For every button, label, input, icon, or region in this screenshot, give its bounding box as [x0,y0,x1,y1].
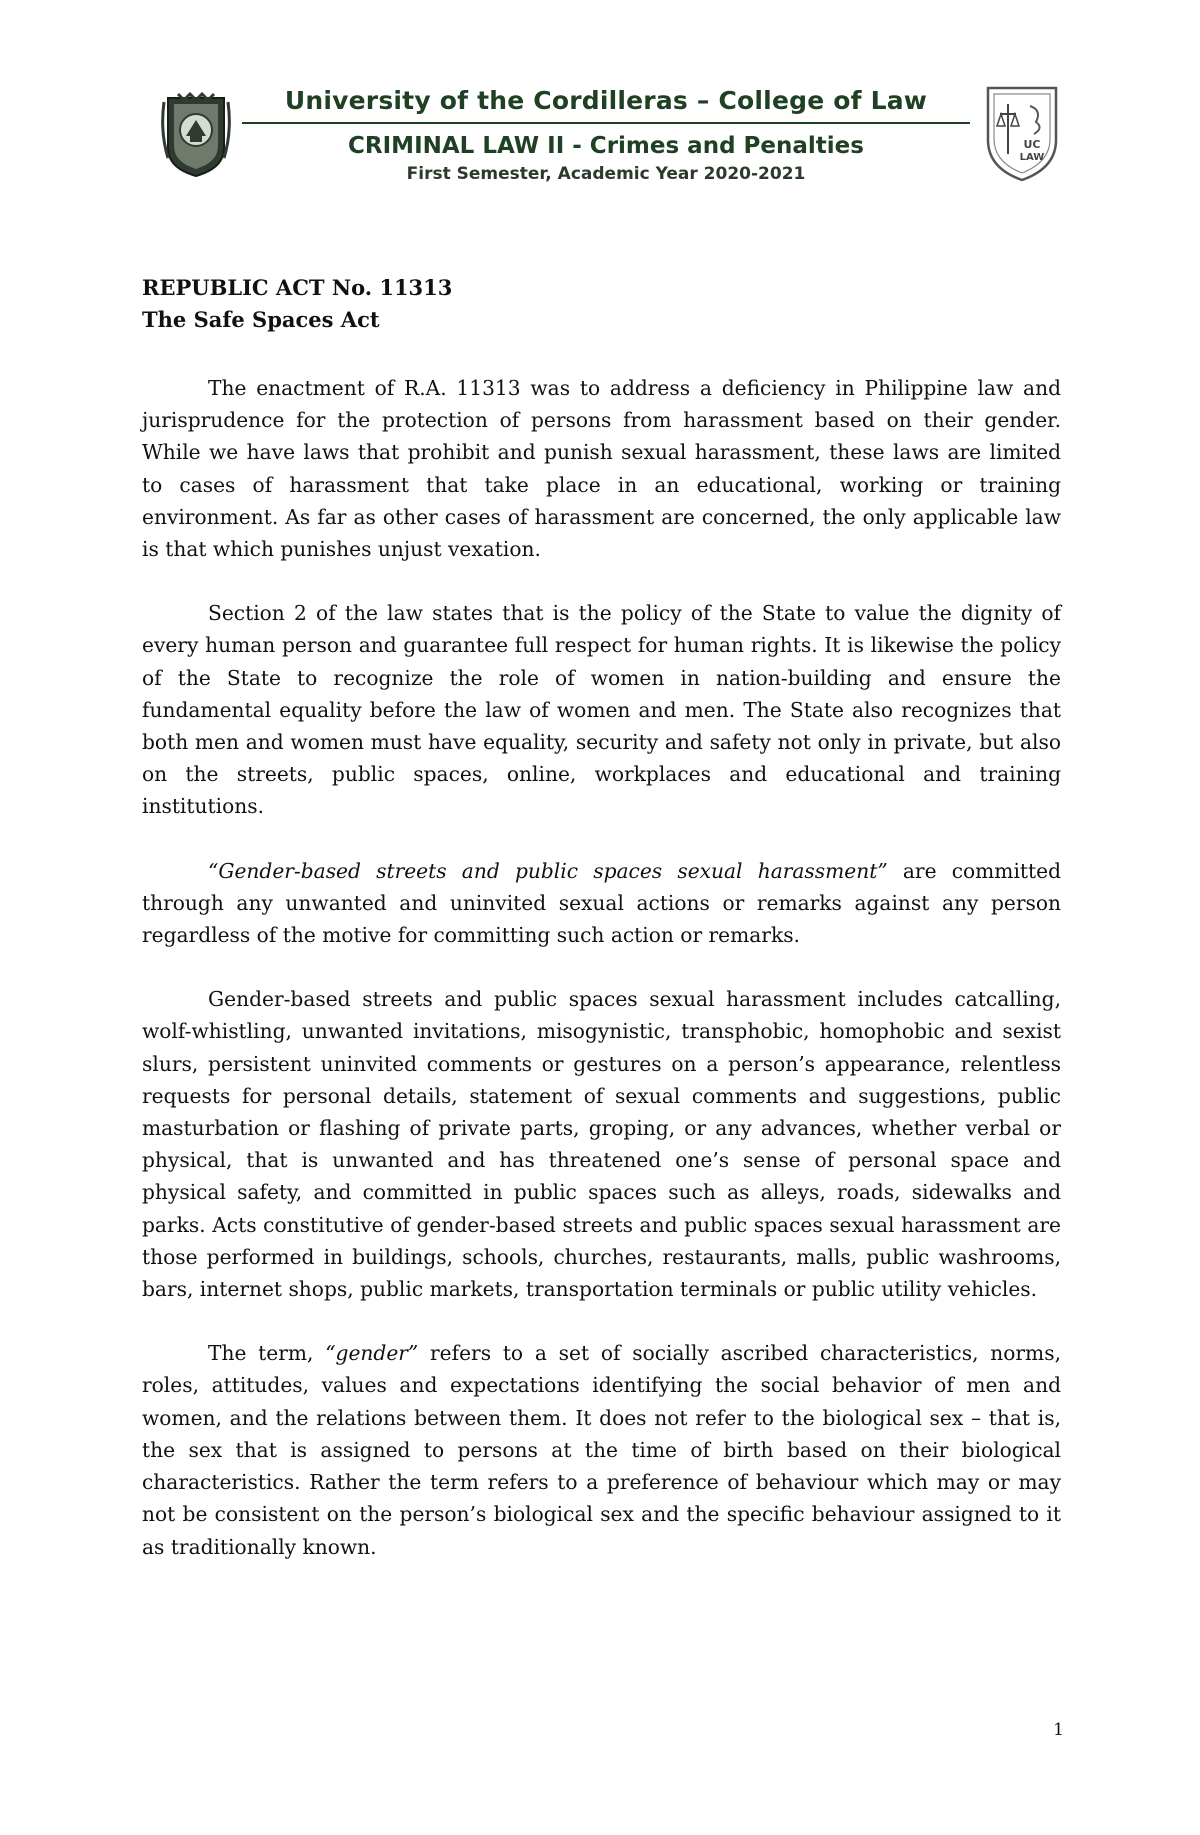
letterhead-text [242,84,970,186]
act-number: REPUBLIC ACT No. 11313 [142,275,453,300]
letterhead [160,84,1060,194]
university-seal-icon [160,92,232,178]
svg-text:LAW: LAW [1019,152,1045,163]
paragraph-definition-gender [142,1337,1061,1562]
page-number: 1 [1053,1720,1064,1740]
gender-intro-text: The term, [208,1341,326,1366]
course-title: CRIMINAL LAW II - Crimes and Penalties [348,133,864,159]
university-name: University of the Cordilleras – College of Law [242,84,970,124]
semester-line: First Semester, Academic Year 2020-2021 [406,164,806,184]
paragraph-section-2: Section 2 of the law states that is the policy of the State to value the dignity of every human person and guarantee full respect for human rights. It is likewise the policy of the State to recognize the role of women in nation-building and ensure the fundamental equality before the law of women and men. The State also recognizes that both men and women must have equality, security and safety not only in private, but also on the streets, public spaces, online, workplaces and educational and training institutions. [142,601,1061,819]
paragraph-inclusions: Gender-based streets and public spaces sexual harassment includes catcalling, wolf-whistling, unwanted invitations, misogynistic, transphobic, homophobic and sexist slurs, persistent uninvited comments or gestures on a person’s appearance, relentless requests for personal details, statement of sexual comments and suggestions, public masturbation or flashing of private parts, groping, or any advances, whether verbal or physical, that is unwanted and has threatened one’s sense of personal space and physical safety, and committed in public spaces such as alleys, roads, sidewalks and parks. Acts constitutive of gender-based streets and public spaces sexual harassment are those performed in buildings, schools, churches, restaurants, malls, public washrooms, bars, internet shops, public markets, transportation terminals or public utility vehicles. [142,987,1061,1302]
paragraph-enactment: The enactment of R.A. 11313 was to address a deficiency in Philippine law and jurisprudence for the protection of persons from harassment based on their gender. While we have laws that prohibit and punish sexual harassment, these laws are limited to cases of harassment that take place in an educational, working or training environment. As far as other cases of harassment are concerned, the only applicable law is that which punishes unjust vexation. [142,376,1061,562]
defined-term-harassment: “Gender-based streets and public spaces sexual harassment” [208,858,888,883]
definition-text-gender: refers to a set of socially ascribed characteristics, norms, roles, attitudes, values and expectations identifying the social behavior of men and women, and the relations between them. It does not refer to the biological sex – that is, the sex that is assigned to persons at the time of birth based on their biological characteristics. Rather the term refers to a preference of behaviour which may or may not be consistent on the person’s biological sex and the specific behaviour assigned to it as traditionally known. [142,1341,1061,1559]
document-body [142,272,1061,1595]
uc-law-logo-text: UC [1023,138,1041,151]
uc-law-shield-icon [984,84,1060,182]
act-title: The Safe Spaces Act [142,307,380,332]
paragraph-definition-harassment [142,855,1061,952]
definition-text-harassment: are committed through any unwanted and uninvited sexual actions or remarks against any person regardless of the motive for committing such action or remarks. [142,858,1062,948]
defined-term-gender: “gender” [325,1341,419,1366]
